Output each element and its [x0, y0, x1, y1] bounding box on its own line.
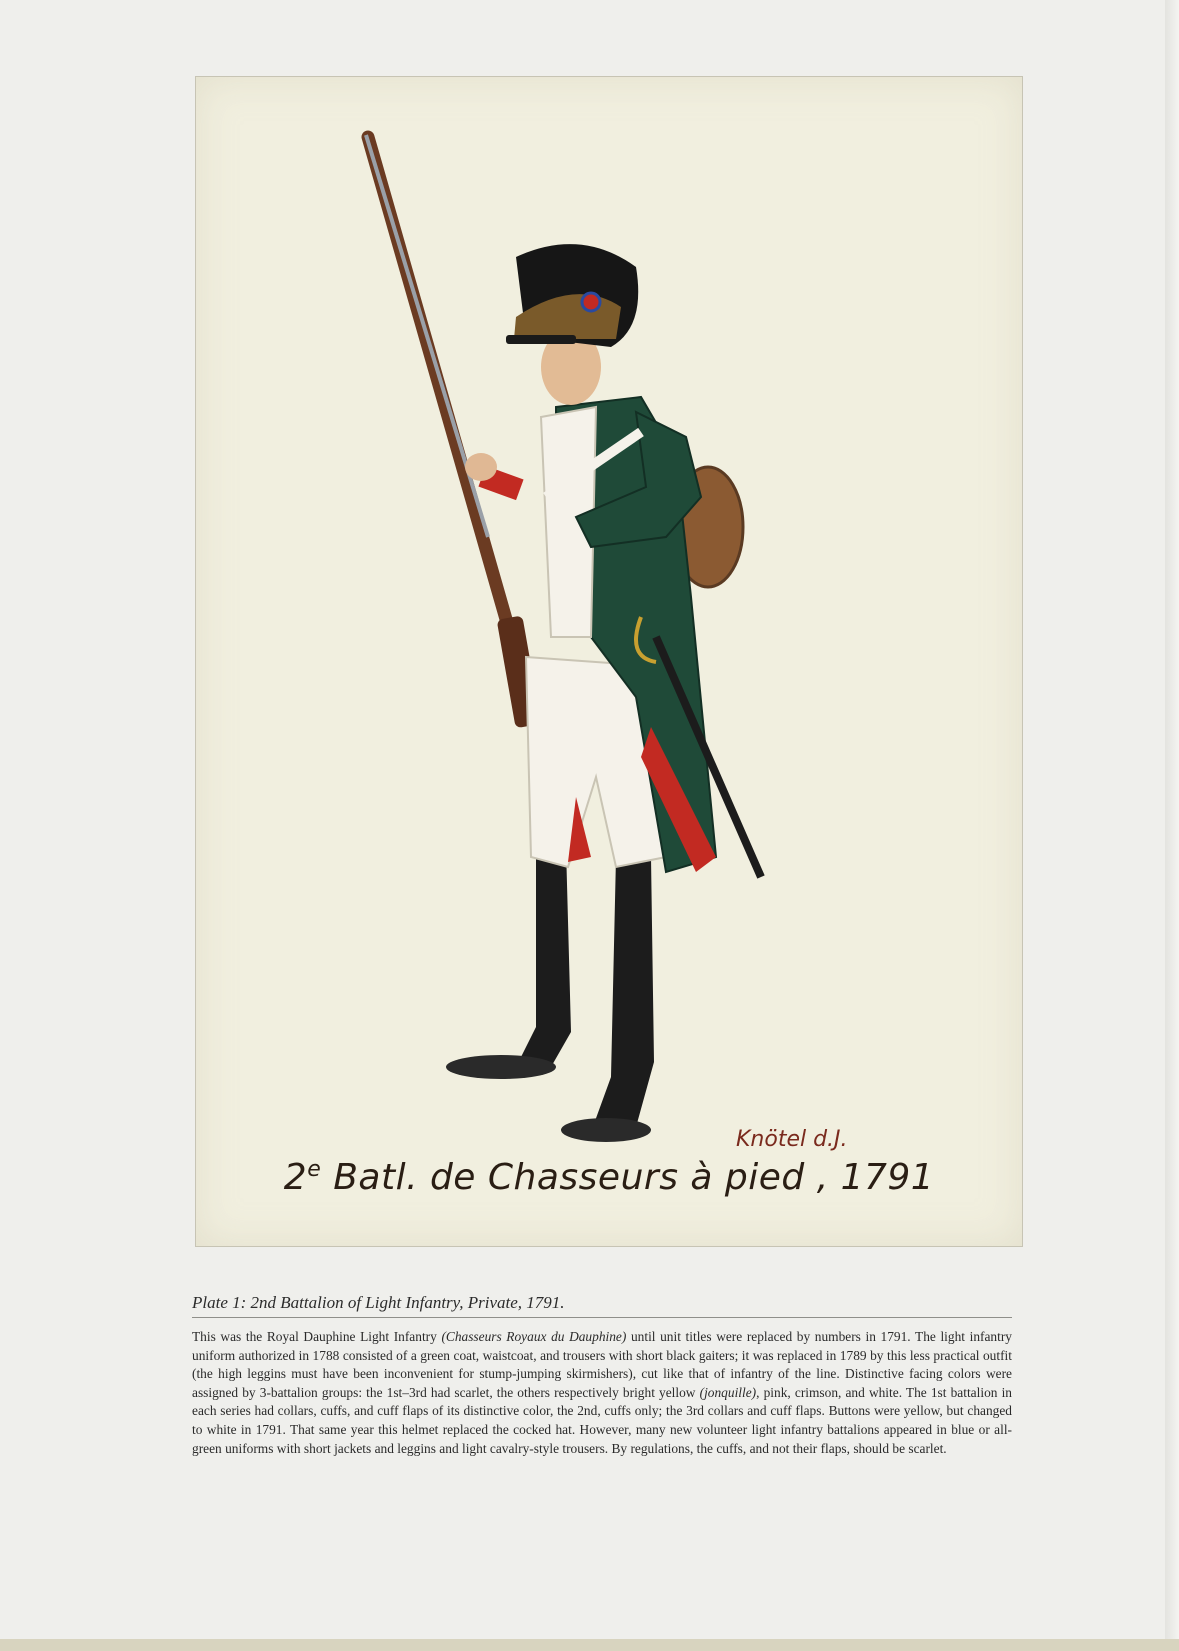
page-edge: [1165, 0, 1179, 1651]
plate-title-number: 2: [283, 1157, 308, 1198]
soldier-illustration: [196, 77, 1022, 1246]
page-binding-strip: [0, 1639, 1179, 1651]
plate-title-superscript: e: [307, 1157, 322, 1182]
head: [506, 244, 638, 405]
illustration-plate: [195, 76, 1023, 1247]
artist-signature: Knötel d.J.: [736, 1127, 848, 1152]
plate-title: [196, 1157, 1022, 1198]
hand: [465, 453, 497, 481]
plate-title-text: Batl. de Chasseurs à pied , 1791: [321, 1157, 935, 1198]
legs: [446, 847, 654, 1142]
caption: [192, 1293, 1012, 1458]
caption-body: This was the Royal Dauphine Light Infantry (Chasseurs Royaux du Dauphine) until unit titles were replaced by numbers in 1791. The light infantry uniform authorized in 1788 consisted of a green coat, waistcoat, and trousers with short black gaiters; it was replaced in 1789 by this less practical outfit (the high leggins must have been inconvenient for stump-jumping skirmishers), cut like that of infantry of the line. Distinctive facing colors were assigned by 3-battalion groups: the 1st–3rd had scarlet, the others respectively bright yellow (jonquille), pink, crimson, and white. The 1st battalion in each series had collars, cuffs, and cuff flaps of its distinctive color, the 2nd, cuffs only; the 3rd collars and cuff flaps. Buttons were yellow, but changed to white in 1791. That same year this helmet replaced the cocked hat. However, many new volunteer light infantry battalions appeared in blue or all-green uniforms with short jackets and leggins and light cavalry-style trousers. By regulations, the cuffs, and not their flaps, should be scarlet.: [192, 1329, 1012, 1456]
caption-title: Plate 1: 2nd Battalion of Light Infantry, Private, 1791.: [192, 1293, 1012, 1318]
musket: [366, 135, 541, 728]
